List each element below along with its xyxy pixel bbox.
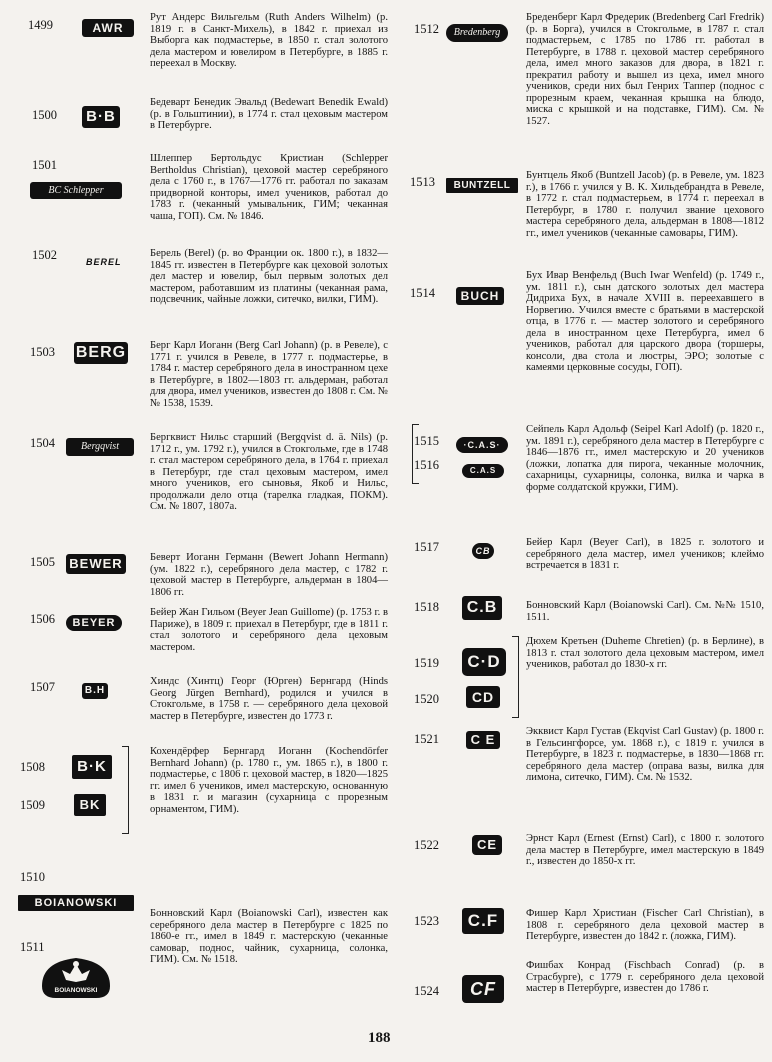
- hallmark: [462, 458, 504, 478]
- hallmark-stamp: C·D: [462, 648, 506, 676]
- entry-text: Сейпель Карл Адольф (Seipel Karl Adolf) (р. 1820 г., ум. 1891 г.), серебряного дела мастер в Петербурге с 1846—1876 гг., имел мастерскую и 20 учеников (ложки, лопатка для пирога, чеканные молочник, сахарницы, сухарницы, солонка, вилка и чарка в форме солдатской кружки, ГИМ).: [526, 424, 764, 493]
- hallmark: [466, 729, 500, 749]
- entry-number: 1505: [30, 555, 55, 569]
- entry-number: 1520: [414, 692, 439, 706]
- hallmark: [462, 648, 506, 676]
- hallmark-stamp: BK: [74, 794, 106, 816]
- hallmark-stamp: BERG: [74, 342, 128, 364]
- entry-text: Бонновский Карл (Boianowski Carl). См. №№ 1510, 1511.: [526, 600, 764, 623]
- group-brace: [512, 636, 519, 718]
- hallmark-stamp: CB: [472, 543, 494, 559]
- entry-number: 1506: [30, 612, 55, 626]
- entry-number: 1510: [20, 870, 45, 884]
- entry-number: 1513: [410, 175, 435, 189]
- hallmark-stamp: BOIANOWSKI: [18, 895, 134, 911]
- hallmark-stamp: C.F: [462, 908, 504, 934]
- entry-text: Бреденберг Карл Фредерик (Bredenberg Carl Fredrik) (р. в Борга), учился в Стокгольме, в 1787 г. стал подмастерьем, с 1785 по 1786 гг. работал в Петербурге, в 1788 г. цеховой мастер серебряного дела, имел много заказов для двора, в 1821 г. прекратил работу и вышел из цеха, имел много учеников, среди них был Генрих Таппер (поднос с прорезным краем, чеканная крышка на блюдо, миска с крышкой и на подставке, ГИМ). См. № 1527.: [526, 12, 764, 127]
- hallmark: [82, 106, 120, 128]
- group-brace: [122, 746, 129, 834]
- hallmark: [446, 20, 508, 42]
- hallmark-stamp: Bergqvist: [66, 438, 134, 456]
- hallmark: [466, 686, 500, 708]
- entry-text: Беверт Иоганн Германн (Bewert Johann Hermann) (ум. 1822 г.), серебряного дела мастер, с 1782 г. цеховой мастер в Петербурге, альдерман в 1804—1806 гг.: [150, 552, 388, 598]
- entry-text: Фишбах Конрад (Fischbach Conrad) (р. в Страсбурге), с 1779 г. серебряного дела цеховой мастер в Петербурге, известен до 1786 г.: [526, 960, 764, 994]
- hallmark-stamp: BUCH: [456, 287, 504, 305]
- entry-number: 1512: [414, 22, 439, 36]
- hallmark-stamp: B·K: [72, 755, 112, 779]
- entry-text: Бух Ивар Венфельд (Buch Iwar Wenfeld) (р. 1749 г., ум. 1811 г.), сын датского золотых дел мастера Дидриха Бух, в начале XVIII в. переехавшего в Норвегию. Учился вместе с братьями в мастерской отца, в 1776 г. — мастер золотого и серебряного дела в иностранном цехе Петербурга, имел 6 учеников, работал для царского двора (торшеры, консоли, два стола и люстры, ЭРО; золотые с камеями церковные сосуды, ГОП).: [526, 270, 764, 373]
- entry-text: Бейер Карл (Beyer Carl), в 1825 г. золотого и серебряного дела мастер, имел учеников; клеймо встречается в 1831 г.: [526, 537, 764, 571]
- entry-number: 1514: [410, 286, 435, 300]
- entry-text: Бергквист Нильс старший (Bergqvist d. ä. Nils) (р. 1712 г., ум. 1792 г.), учился в Стокгольме, где в 1748 г. стал мастером серебряного дела, в 1764 г. приехал в Петербург, где стал цеховым мастером, имел много учеников, его сыновья, Якоб и Нильс, продолжали дело отца (тарелка гладкая, ПОКМ). См. № 1807, 1807а.: [150, 432, 388, 512]
- entry-number: 1521: [414, 732, 439, 746]
- hallmark: [462, 908, 504, 934]
- hallmark: [462, 596, 502, 620]
- entry-text: Берг Карл Иоганн (Berg Carl Johann) (р. в Ревеле), с 1771 г. учился в Ревеле, в 1777 г. подмастерье, в 1784 г. мастер серебряного дела в иностранном цехе в Петербурге, в 1802—1803 гг. альдерман, работал для двора, имел учеников, известен до 1808 г. См. №№ 1538, 1539.: [150, 340, 388, 409]
- hallmark-stamp: BUNTZELL: [446, 178, 518, 193]
- entry-number: 1524: [414, 984, 439, 998]
- hallmark-stamp: Bredenberg: [446, 24, 508, 42]
- hallmark: [82, 678, 108, 699]
- entry-number: 1503: [30, 345, 55, 359]
- entry-number: 1516: [414, 458, 439, 472]
- entry-text: Рут Андерс Вильгельм (Ruth Anders Wilhelm) (р. 1819 г. в Санкт-Михель), в 1842 г. приехал из Выборга как подмастерье, в 1850 г. стал золотого дела мастером и ювелиром в Петербурге, в 1885 г. переехал в Москву.: [150, 12, 388, 69]
- hallmark: [66, 553, 126, 574]
- entry-text: Бейер Жан Гильом (Beyer Jean Guillome) (р. 1753 г. в Париже), в 1809 г. приехал в Петербург, где в 1811 г. стал золотого и серебряного дела цеховым мастером.: [150, 607, 388, 653]
- entry-number: 1501: [32, 158, 57, 172]
- hallmark: [472, 834, 502, 855]
- hallmark-stamp: B.H: [82, 683, 108, 699]
- entry-number: 1511: [20, 940, 45, 954]
- hallmark: [462, 975, 504, 1003]
- entry-number: 1522: [414, 838, 439, 852]
- entry-number: 1515: [414, 434, 439, 448]
- hallmark-stamp: BEYER: [66, 615, 122, 631]
- hallmark-stamp: CD: [466, 686, 500, 708]
- entry-number: 1504: [30, 436, 55, 450]
- entry-text: Дюхем Кретьен (Duheme Chretien) (р. в Берлине), в 1813 г. стал золотого дела цеховым мастером, имел учеников, работал до 1830-х гг.: [526, 636, 764, 670]
- hallmark-stamp: BC Schlepper: [30, 182, 122, 199]
- hallmark: [456, 285, 504, 305]
- hallmark: [66, 434, 134, 456]
- entry-number: 1500: [32, 108, 57, 122]
- hallmark: [66, 611, 122, 631]
- hallmark: [30, 178, 122, 199]
- entry-text: Бунтцель Якоб (Buntzell Jacob) (р. в Ревеле, ум. 1823 г.), в 1766 г. учился у В. К. Хильдебрандта в Ревеле, в 1772 г. стал подмастерьем, в 1774 г. переехал в Петербург, в 1780 г. получил звание цехового мастера серебряного дела, альдерман в 1808—1812 гг., имел учеников (чеканные самовары, ГИМ).: [526, 170, 764, 239]
- entry-text: Берель (Berel) (р. во Франции ок. 1800 г.), в 1832—1845 гг. известен в Петербурге как цеховой золотых дел мастер и ювелир, был первым золотых дел мастером, работавшим из платины (чеканная рама, подсвечник, чайные ложки, ситечко, вилки, ГИМ).: [150, 248, 388, 305]
- hallmark-stamp: BOIANOWSKI: [54, 987, 98, 994]
- hallmark-stamp: CF: [462, 975, 504, 1003]
- hallmark: [472, 539, 494, 559]
- hallmark-stamp: C.A.S: [462, 464, 504, 478]
- entry-number: 1519: [414, 656, 439, 670]
- group-brace: [412, 424, 419, 484]
- entry-number: 1518: [414, 600, 439, 614]
- hallmark-stamp: ·C.A.S·: [456, 437, 508, 453]
- hallmark: [456, 433, 508, 453]
- hallmark-stamp: BEWER: [66, 554, 126, 574]
- hallmark: [18, 891, 134, 911]
- entry-number: 1517: [414, 540, 439, 554]
- hallmark-stamp: AWR: [82, 19, 134, 37]
- entry-text: Эрнст Карл (Ernest (Ernst) Carl), с 1800 г. золотого дела мастер в Петербурге, имел мастерскую в 1849 г., известен до 1850-х гг.: [526, 833, 764, 867]
- hallmark: [72, 755, 112, 779]
- entry-text: Кохендёрфер Бернгард Иоганн (Kochendörfer Bernhard Johann) (р. 1780 г., ум. 1865 г.), в 1800 г. подмастерье, с 1806 г. цеховой мастер, в 1820—1825 гг. имел 6 учеников, имел мастерскую, основанную в 1831 г. и магазин (сухарница с прорезным орнаментом, ГИМ).: [150, 746, 388, 815]
- entry-text: Фишер Карл Христиан (Fischer Carl Christian), в 1808 г. серебряного дела цеховой мастер в Петербурге, известен до 1842 г. (ложка, ГИМ).: [526, 908, 764, 942]
- entry-text: Экквист Карл Густав (Ekqvist Carl Gustav) (р. 1800 г. в Гельсингфорсе, ум. 1868 г.), с 1819 г. учился в Петербурге, в 1823 г. подмастерье, в 1830—1868 гг. серебряного дела мастер (оправа вазы, вилка для лимона, ситечко, ГИМ). См. № 1532.: [526, 726, 764, 783]
- entry-number: 1508: [20, 760, 45, 774]
- hallmark: [74, 342, 128, 364]
- entry-number: 1523: [414, 914, 439, 928]
- entry-number: 1507: [30, 680, 55, 694]
- hallmark-stamp: BEREL: [86, 257, 122, 267]
- hallmark: [86, 250, 122, 269]
- entry-text: Хиндс (Хинтц) Георг (Юрген) Бернгард (Hinds Georg Jürgen Bernhard), родился и учился в Стокгольме, в 1758 г. — серебряного дела цеховой мастер в Петербурге, известен до 1773 г.: [150, 676, 388, 722]
- page-number: 188: [368, 1030, 391, 1046]
- hallmark: [82, 17, 134, 37]
- entry-number: 1509: [20, 798, 45, 812]
- hallmark-stamp: CE: [472, 835, 502, 855]
- hallmark-eagle: [36, 952, 116, 1002]
- entry-text: Бедеварт Бенедик Эвальд (Bedewart Benedik Ewald) (р. в Гольштинии), в 1774 г. стал цеховым мастером в Петербурге.: [150, 97, 388, 131]
- hallmark: [446, 173, 518, 193]
- entry-number: 1499: [28, 18, 53, 32]
- hallmark-stamp: B·B: [82, 106, 120, 128]
- hallmark: [74, 794, 106, 816]
- hallmark-stamp: C.B: [462, 596, 502, 620]
- entry-text: Бонновский Карл (Boianowski Carl), известен как серебряного дела мастер в Петербурге с 1825 по 1860-е гг., имел в 1849 г. мастерскую (чеканные самовар, поднос, чайник, сухарница, солонка, ГИМ). См. № 1518.: [150, 908, 388, 965]
- entry-number: 1502: [32, 248, 57, 262]
- entry-text: Шлеппер Бертольдус Кристиан (Schlepper Bertholdus Christian), цеховой мастер серебряного дела с 1760 г., в 1767—1776 гг. работал по заказам придворной конторы, имел учеников, работал до 1783 г. (чеканный умывальник, ГИМ; чеканная чаша, ГОП). См. № 1846.: [150, 153, 388, 222]
- hallmark-stamp: C E: [466, 731, 500, 749]
